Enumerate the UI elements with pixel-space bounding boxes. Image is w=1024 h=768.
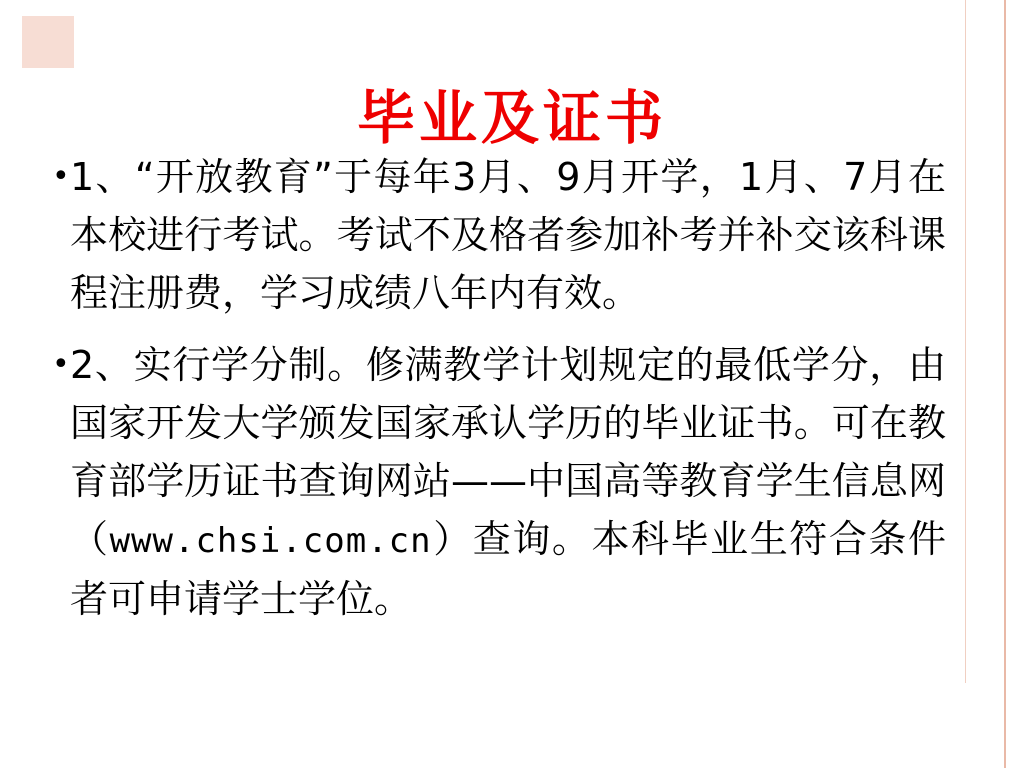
decorative-square (22, 16, 74, 68)
list-item (52, 336, 946, 628)
list-item (52, 148, 946, 322)
bullet-text-segment-2: ）查询。本科毕业生符合条件者可申请学士学位。 (70, 517, 946, 621)
bullet-text: 1、“开放教育”于每年3月、9月开学，1月、7月在本校进行考试。考试不及格者参加补考并补交该科课程注册费，学习成绩八年内有效。 (70, 155, 946, 315)
bullet-text (70, 336, 946, 628)
bullet-marker-icon: • (52, 159, 70, 194)
bullet-text-segment-1: 2、实行学分制。修满教学计划规定的最低学分，由国家开发大学颁发国家承认学历的毕业证书。可在教育部学历证书查询网站——中国高等教育学生信息网（ (70, 343, 946, 561)
bullet-list (52, 148, 946, 642)
website-url: www.chsi.com.cn (109, 521, 432, 561)
bullet-marker-icon: • (52, 347, 70, 382)
slide-title: 毕业及证书 (356, 83, 667, 152)
